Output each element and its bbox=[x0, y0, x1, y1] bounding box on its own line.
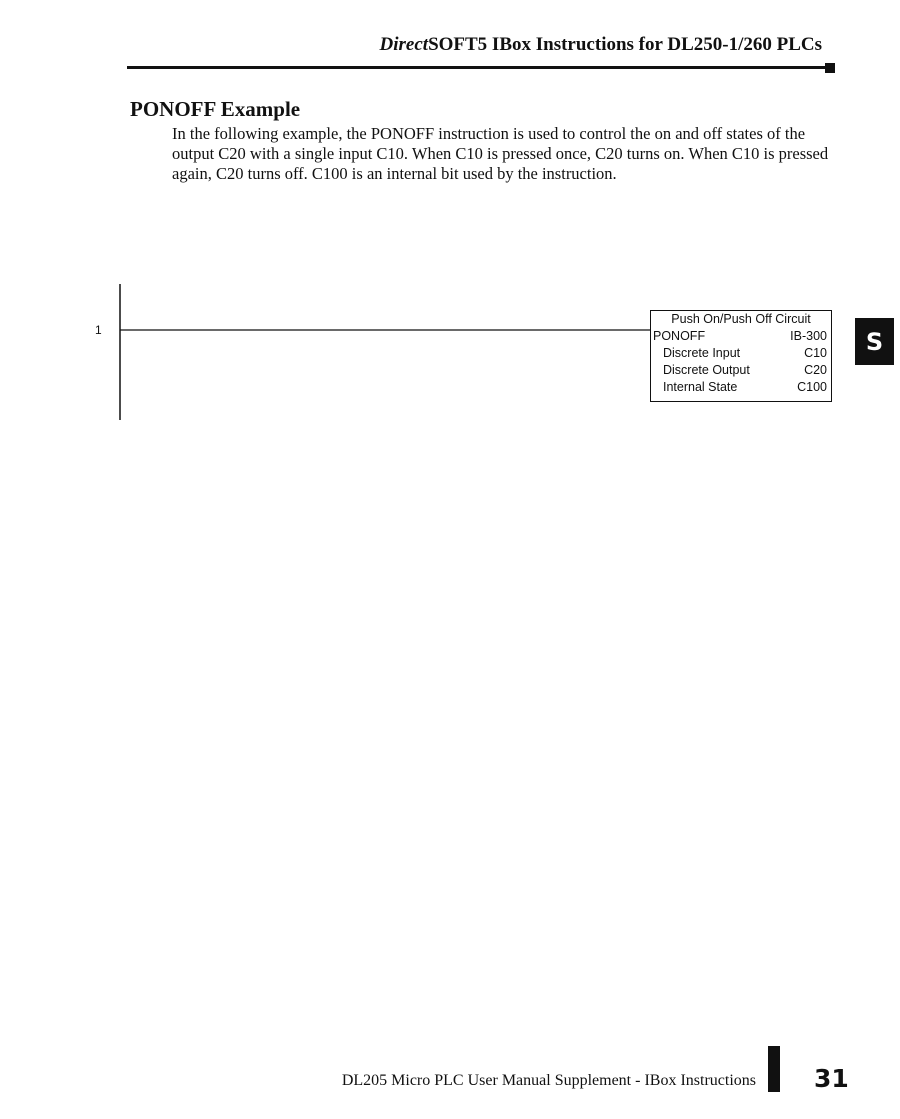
ibox-number: IB-300 bbox=[790, 329, 827, 343]
ibox-title: Push On/Push Off Circuit bbox=[671, 312, 811, 326]
param-value: C10 bbox=[804, 346, 827, 360]
param-value: C20 bbox=[804, 363, 827, 377]
ibox-param-row bbox=[651, 346, 829, 363]
param-label: Internal State bbox=[663, 380, 738, 394]
rung-number: 1 bbox=[95, 323, 102, 337]
footer-bar bbox=[768, 1046, 780, 1092]
ibox-param-row bbox=[651, 363, 829, 380]
header-brand: Direct bbox=[379, 34, 429, 55]
ponoff-ibox bbox=[650, 310, 832, 402]
param-label: Discrete Output bbox=[663, 363, 750, 377]
ibox-instruction-row bbox=[651, 329, 829, 346]
param-label: Discrete Input bbox=[663, 346, 741, 360]
param-value: C100 bbox=[797, 380, 827, 394]
footer-title: DL205 Micro PLC User Manual Supplement - IBox Instructions bbox=[341, 1072, 756, 1089]
body-paragraph: In the following example, the PONOFF instruction is used to control the on and off states of the output C20 with a single input C10. When C10 is pressed once, C20 turns on. When C10 is pressed again, C20 turns off. C100 is an internal bit used by the instruction. bbox=[172, 124, 829, 183]
ibox-param-row bbox=[651, 380, 829, 397]
chapter-tab: S bbox=[855, 318, 894, 365]
ibox-instruction-name: PONOFF bbox=[653, 329, 706, 343]
section-heading: PONOFF Example bbox=[130, 97, 301, 121]
header-title-text: SOFT5 IBox Instructions for DL250-1/260 PLCs bbox=[428, 34, 822, 55]
page-number: 31 bbox=[814, 1064, 849, 1093]
